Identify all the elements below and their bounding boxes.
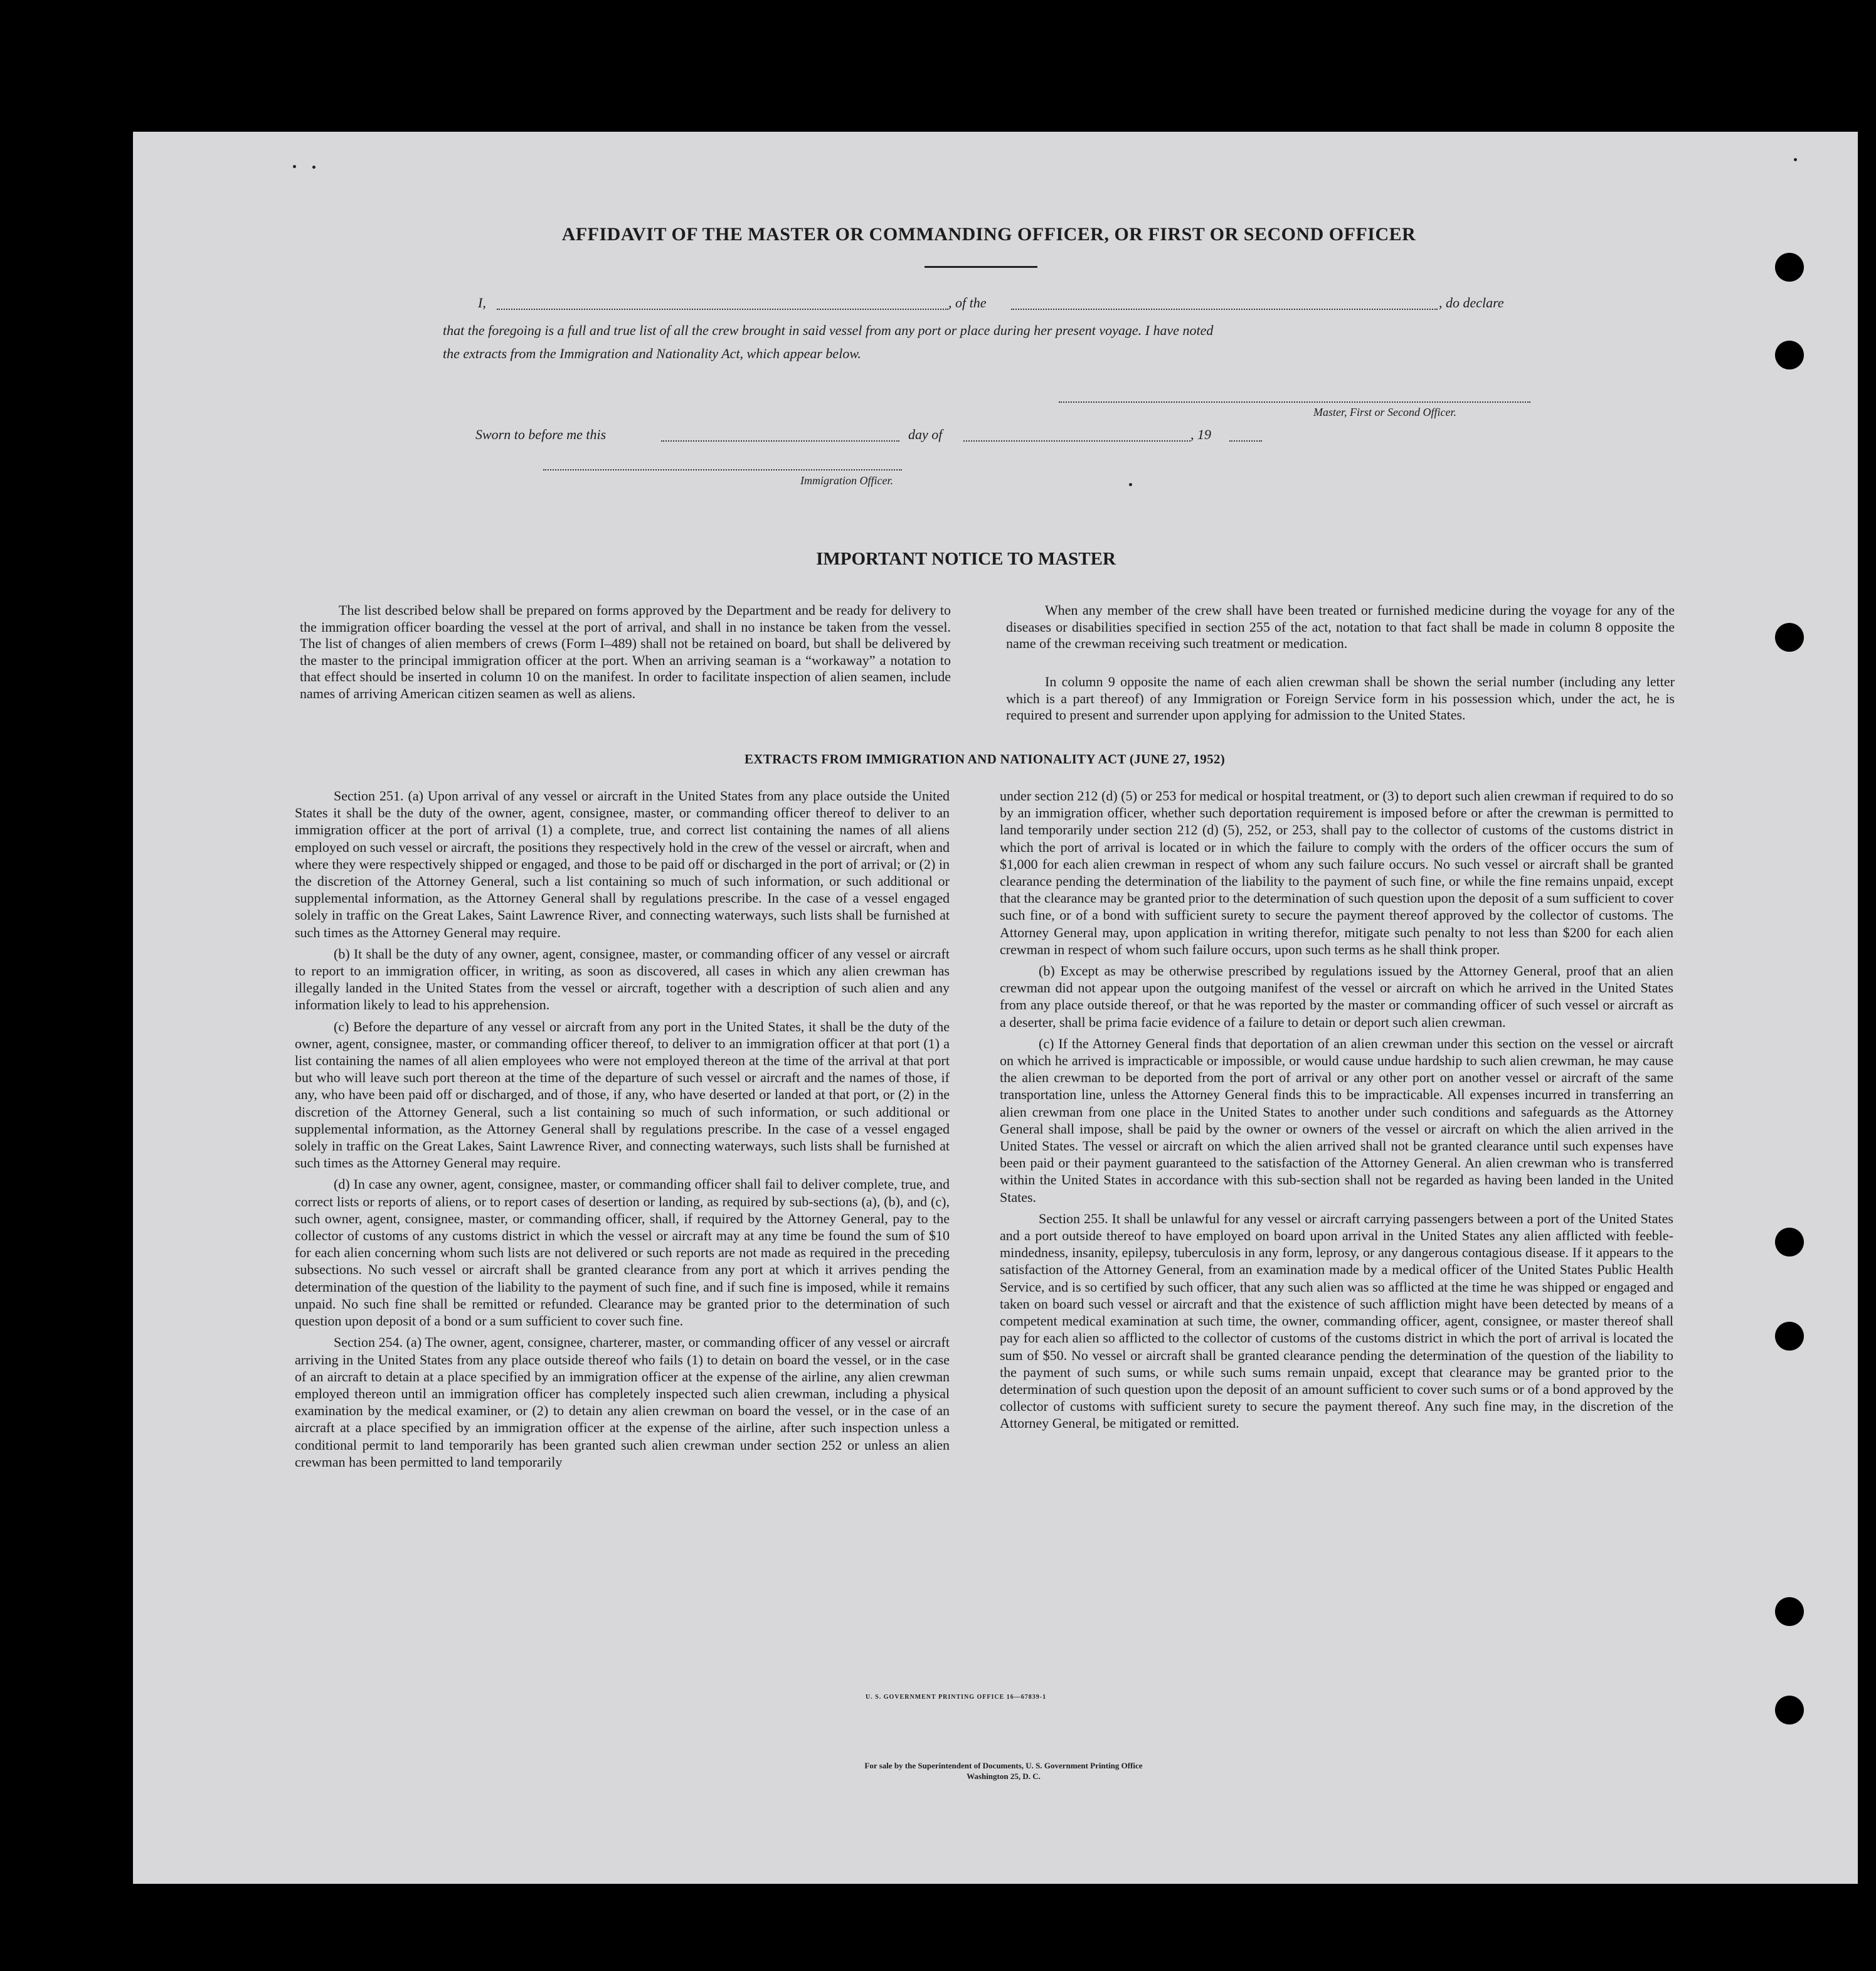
- master-caption: Master, First or Second Officer.: [1313, 406, 1456, 418]
- name-field[interactable]: [497, 309, 948, 310]
- affidavit-i-label: I,: [478, 295, 486, 311]
- section-254-c: (c) If the Attorney General finds that deportation of an alien crewman under this section on the vessel or aircraft on which he arrived is impracticable or impossible, or would cause undue hardship to such alien crewman, he may cause the alien crewman to be deported from the port of arrival or any other port on another vessel or aircraft of the same transportation line, unless the Attorney General finds this to be impracticable. All expenses incurred in transferring an alien crewman from one place in the United States to another under such conditions and safeguards as the Attorney General shall impose, shall be paid by the owner or owners of the vessel or aircraft on which the alien arrived in the United States. The vessel or aircraft on which the alien arrived shall not be granted clearance until such expenses have been paid or their payment guaranteed to the satisfaction of the Attorney General. An alien crewman who is transferred within the United States in accordance with this sub-section shall not be regarded as having been landed in the United States.: [1000, 1035, 1673, 1205]
- extracts-title: EXTRACTS FROM IMMIGRATION AND NATIONALITY ACT (JUNE 27, 1952): [745, 752, 1225, 767]
- notice-paragraph-right-1: When any member of the crew shall have been treated or furnished medicine during the voyage for any of the diseases or disabilities specified in section 255 of the act, notation to that fact shall be made in column 8 opposite the name of the crewman receiving such treatment or medication.: [1006, 602, 1675, 652]
- section-251-c: (c) Before the departure of any vessel or aircraft from any port in the United States, it shall be the duty of the owner, agent, consignee, master, or commanding officer thereof, to deliver to an immigration officer at that port (1) a list containing the names of all alien employees who were not employed thereon at the time of the arrival at that port but who will leave such port thereon at the time of the departure of such vessel or aircraft and the names of those, if any, who have been paid off or discharged, and of those, if any, who have deserted or landed at that port, or (2) in the discretion of the Attorney General, such a list containing so much of such information, or such additional or supplemental information, as the Attorney General shall by regulations prescribe. In the case of a vessel engaged solely in traffic on the Great Lakes, Saint Lawrence River, and connecting waterways, such lists shall be furnished at such times as the Attorney General may require.: [295, 1018, 950, 1171]
- notice-paragraph-right-2: In column 9 opposite the name of each alien crewman shall be shown the serial number (including any letter which is a part thereof) of any Immigration or Foreign Service form in his possession which, under the act, he is required to present and surrender upon applying for admission to the United States.: [1006, 674, 1675, 723]
- of-the-label: , of the: [948, 295, 987, 311]
- gpo-imprint: U. S. GOVERNMENT PRINTING OFFICE 16—67839-1: [866, 1694, 1047, 1701]
- master-signature-field[interactable]: [1059, 401, 1530, 403]
- punch-hole: [1775, 341, 1804, 369]
- punch-hole: [1775, 1228, 1804, 1256]
- year-label: , 19: [1190, 427, 1211, 442]
- extracts-right-column: [1000, 787, 1673, 1437]
- punch-hole: [1775, 1597, 1804, 1626]
- notice-paragraph-left: The list described below shall be prepared on forms approved by the Department and be ready for delivery to the immigration officer boarding the vessel at the port of arrival, and shall in no instance be taken from the vessel. The list of changes of alien members of crews (Form I–489) shall not be retained on board, but shall be delivered by the master to the principal immigration officer at the port. When an arriving seaman is a “workaway” a notation to that effect should be inserted in column 10 on the manifest. In order to facilitate inspection of alien seamen, include names of arriving American citizen seamen as well as aliens.: [300, 602, 951, 701]
- section-254-b: (b) Except as may be otherwise prescribed by regulations issued by the Attorney General, proof that an alien crewman did not appear upon the outgoing manifest of the vessel or aircraft on which he arrived in the United States from any place outside thereof, or that he was reported by the master or commanding officer of such vessel or aircraft as a deserter, shall be prima facie evidence of a failure to detain or deport such alien crewman.: [1000, 963, 1673, 1030]
- section-251-d: (d) In case any owner, agent, consignee, master, or commanding officer shall fail to deliver complete, true, and correct lists or reports of aliens, or to report cases of desertion or landing, as required by sub-sections (a), (b), and (c), such owner, agent, consignee, master, or commanding officer, shall, if required by the Attorney General, pay to the collector of customs of any customs district in which the vessel or aircraft may at any time be found the sum of $10 for each alien concerning whom such lists are not delivered or such reports are not made as required in the preceding subsections. No such vessel or aircraft shall be granted clearance from any port at which it arrives pending the determination of the question of the liability to the payment of such fine, and if such fine is imposed, while it remains unpaid. No such fine shall be remitted or refunded. Clearance may be granted prior to the determination of such question upon deposit of a bond or a sum sufficient to cover such fine.: [295, 1176, 950, 1329]
- affidavit-title: AFFIDAVIT OF THE MASTER OR COMMANDING OFFICER, OR FIRST OR SECOND OFFICER: [561, 224, 1416, 245]
- affidavit-statement: that the foregoing is a full and true list of all the crew brought in said vessel from any port or place during her present voyage. I have noted: [443, 322, 1214, 338]
- sale-notice-line-2: Washington 25, D. C.: [967, 1772, 1041, 1781]
- section-254-a-continued: under section 212 (d) (5) or 253 for medical or hospital treatment, or (3) to deport such alien crewman if required to do so by an immigration officer, whether such deportation requirement is imposed before or after the crewman is permitted to land temporarily under section 212 (d) (5), 252, or 253, shall pay to the collector of customs of the customs district in which the port of arrival is located or in which the failure to comply with the orders of the officer occurs the sum of $1,000 for each alien crewman in respect of whom any such failure occurs. No such vessel or aircraft shall be granted clearance pending the determination of the liability to the payment of such fine, or while the fine remains unpaid, except that the clearance may be granted prior to the determination of such question upon the deposit of a sum sufficient to cover such fine, or of a bond with sufficient surety to secure the payment thereof approved by the collector of customs. The Attorney General may, upon application in writing therefor, mitigate such penalty to not less than $200 for each alien crewman in respect of whom such failure occurs, upon such terms as he shall think proper.: [1000, 788, 1673, 957]
- section-255: Section 255. It shall be unlawful for any vessel or aircraft carrying passengers between a port of the United States and a port outside thereof to have employed on board upon arrival in the United States any alien afflicted with feeble-mindedness, insanity, epilepsy, tuberculosis in any form, leprosy, or any dangerous contagious disease. If it appears to the satisfaction of the Attorney General, from an examination made by a medical officer of the United States Public Health Service, and is so certified by such officer, that any such alien was so afflicted at the time he was shipped or engaged and taken on board such vessel or aircraft and that the existence of such affliction might have been detected by means of a competent medical examination at such time, the owner, commanding officer, agent, consignee, or master thereof shall pay for each alien so afflicted to the collector of customs of the customs district in which the port of arrival is located the sum of $50. No vessel or aircraft shall be granted clearance pending the determination of the question of the liability to the payment of such sums, or while such sums remain unpaid, except that clearance may be granted prior to the determination of such question upon the deposit of an amount sufficient to cover such sums or of a bond approved by the collector of customs with sufficient surety to secure the payment thereof. Any such fine may, in the discretion of the Attorney General, be mitigated or remitted.: [1000, 1210, 1673, 1432]
- extracts-left-column: [295, 787, 950, 1475]
- punch-hole: [1775, 1322, 1804, 1351]
- officer-signature-field[interactable]: [543, 469, 902, 470]
- speck-mark: [1129, 483, 1132, 486]
- sale-notice-line-1: For sale by the Superintendent of Documents, U. S. Government Printing Office: [864, 1761, 1143, 1770]
- do-declare-label: , do declare: [1439, 295, 1504, 311]
- section-251-a: Section 251. (a) Upon arrival of any vessel or aircraft in the United States from any place outside the United States it shall be the duty of the owner, agent, consignee, master, or commanding officer thereof to deliver to an immigration officer at the port of arrival (1) a complete, true, and correct list containing the names of all aliens employed on such vessel or aircraft, the positions they respectively hold in the crew of the vessel or aircraft, when and where they were respectively shipped or engaged, and those to be paid off or discharged in the port of arrival; or (2) in the discretion of the Attorney General, such a list containing so much of such information, or such additional or supplemental information, as the Attorney General shall by regulations prescribe. In the case of a vessel engaged solely in traffic on the Great Lakes, Saint Lawrence River, and connecting waterways, such lists shall be furnished at such times as the Attorney General may require.: [295, 788, 950, 940]
- officer-caption: Immigration Officer.: [800, 474, 893, 487]
- sworn-month-field[interactable]: [963, 440, 1190, 442]
- punch-hole: [1775, 253, 1804, 282]
- title-rule: [925, 266, 1037, 268]
- speck-mark: [1794, 158, 1797, 161]
- sworn-day-field[interactable]: [661, 440, 899, 442]
- speck-mark: [293, 165, 296, 168]
- speck-mark: [312, 166, 315, 169]
- sworn-label: Sworn to before me this: [475, 427, 607, 442]
- punch-hole: [1775, 1696, 1804, 1724]
- section-254-a: Section 254. (a) The owner, agent, consignee, charterer, master, or commanding officer of any vessel or aircraft arriving in the United States from any place outside thereof who fails (1) to detain on board the vessel, or in the case of an aircraft to detain at a place specified by an immigration officer at the expense of the airline, any alien crewman employed thereon until an immigration officer has completely inspected such alien crewman, including a physical examination by the medical examiner, or (2) to detain any alien crewman on board the vessel, or in the case of an aircraft at a place specified by an immigration officer at the expense of the airline, after such inspection unless a conditional permit to land temporarily has been granted such alien crewman under section 252 or unless an alien crewman has been permitted to land temporarily: [295, 1334, 950, 1470]
- sale-notice: [690, 1760, 1317, 1782]
- day-of-label: day of: [908, 427, 943, 442]
- notice-title: IMPORTANT NOTICE TO MASTER: [816, 549, 1116, 569]
- punch-hole: [1775, 623, 1804, 652]
- section-251-b: (b) It shall be the duty of any owner, agent, consignee, master, or commanding officer of any vessel or aircraft to report to an immigration officer, in writing, as soon as discovered, all cases in which any alien crewman has illegally landed in the United States from the vessel or aircraft, together with a description of such alien and any information likely to lead to his apprehension.: [295, 945, 950, 1013]
- vessel-field[interactable]: [1011, 309, 1438, 310]
- affidavit-statement-end: the extracts from the Immigration and Nationality Act, which appear below.: [443, 346, 861, 361]
- sworn-year-field[interactable]: [1229, 440, 1262, 442]
